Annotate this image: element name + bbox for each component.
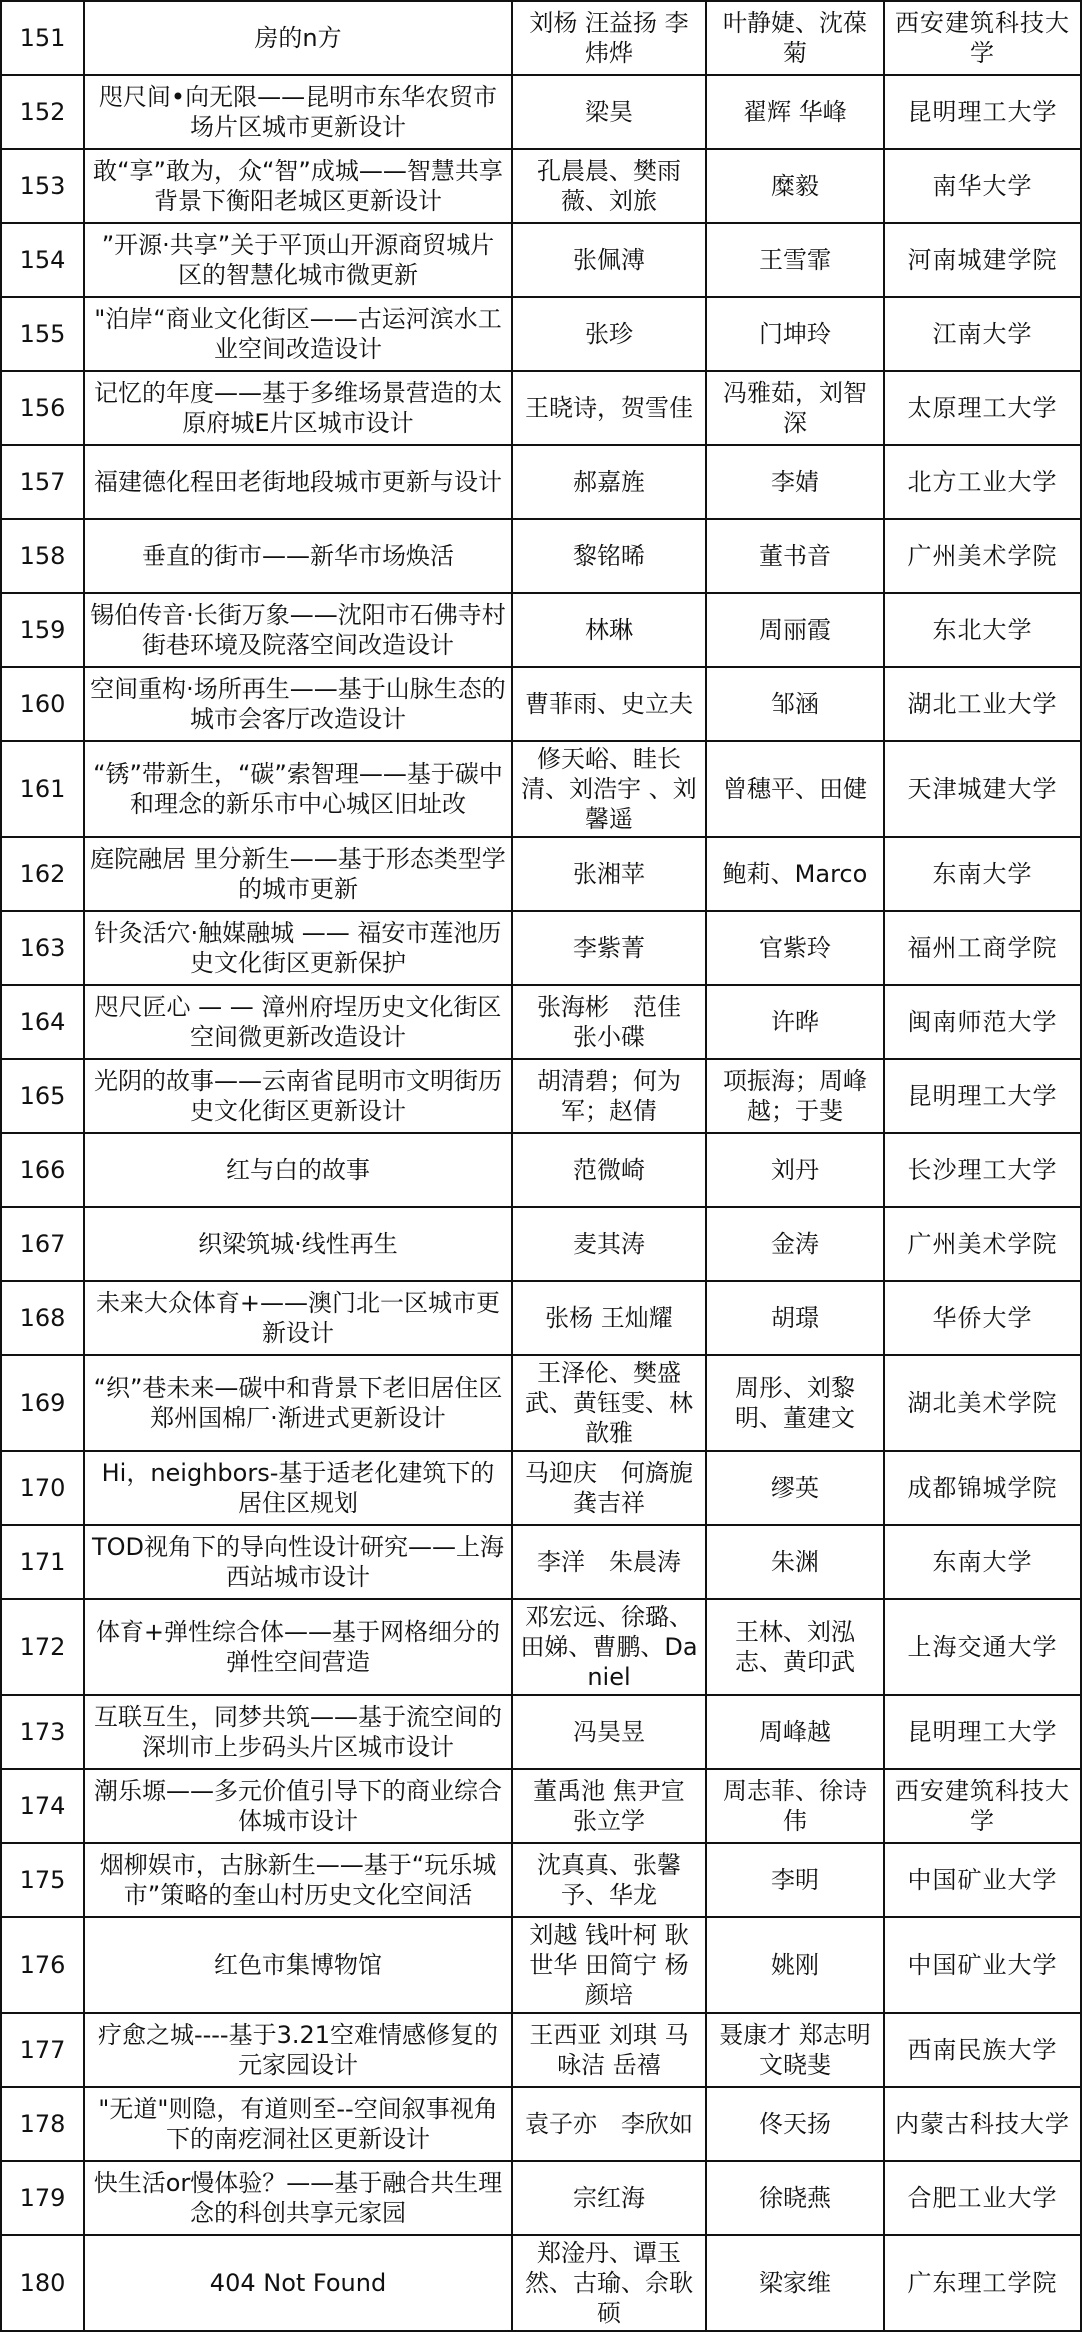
entry-institution: 北方工业大学: [884, 445, 1081, 519]
entry-institution: 南华大学: [884, 149, 1081, 223]
entry-title: 咫尺匠心 — — 漳州府埕历史文化街区空间微更新改造设计: [84, 985, 512, 1059]
entry-institution: 广州美术学院: [884, 1207, 1081, 1281]
entry-number: 178: [1, 2087, 84, 2161]
entry-title: 房的n方: [84, 1, 512, 75]
entry-number: 177: [1, 2013, 84, 2087]
entry-number: 156: [1, 371, 84, 445]
entry-title: 锡伯传音·长街万象——沈阳市石佛寺村街巷环境及院落空间改造设计: [84, 593, 512, 667]
entry-institution: 太原理工大学: [884, 371, 1081, 445]
entry-institution: 中国矿业大学: [884, 1843, 1081, 1917]
table-row: [1, 1207, 1081, 1281]
entry-authors: 孔晨晨、樊雨薇、刘旅: [512, 149, 706, 223]
entry-institution: 东北大学: [884, 593, 1081, 667]
entry-authors: 梁昊: [512, 75, 706, 149]
entry-title: 未来大众体育+——澳门北一区城市更新设计: [84, 1281, 512, 1355]
entry-authors: 董禹池 焦尹宣 张立学: [512, 1769, 706, 1843]
entry-number: 179: [1, 2161, 84, 2235]
table-row: [1, 593, 1081, 667]
entry-number: 171: [1, 1525, 84, 1599]
entry-advisor: 董书音: [706, 519, 884, 593]
entry-number: 176: [1, 1917, 84, 2013]
entry-advisor: 叶静婕、沈葆菊: [706, 1, 884, 75]
entry-number: 175: [1, 1843, 84, 1917]
table-row: [1, 667, 1081, 741]
table-row: [1, 1769, 1081, 1843]
entry-title: "无道"则隐，有道则至--空间叙事视角下的南疙洞社区更新设计: [84, 2087, 512, 2161]
entry-number: 166: [1, 1133, 84, 1207]
table-row: [1, 519, 1081, 593]
entry-institution: 湖北美术学院: [884, 1355, 1081, 1451]
entry-advisor: 胡璟: [706, 1281, 884, 1355]
entry-institution: 闽南师范大学: [884, 985, 1081, 1059]
entry-advisor: 金涛: [706, 1207, 884, 1281]
entry-institution: 西南民族大学: [884, 2013, 1081, 2087]
entry-number: 169: [1, 1355, 84, 1451]
entry-number: 162: [1, 837, 84, 911]
entry-title: 快生活or慢体验？——基于融合共生理念的科创共享元家园: [84, 2161, 512, 2235]
entry-authors: 张湘苹: [512, 837, 706, 911]
entry-institution: 西安建筑科技大学: [884, 1769, 1081, 1843]
entry-number: 152: [1, 75, 84, 149]
entry-institution: 昆明理工大学: [884, 1059, 1081, 1133]
table-row: [1, 1133, 1081, 1207]
entry-authors: 王西亚 刘琪 马咏洁 岳禧: [512, 2013, 706, 2087]
entry-number: 172: [1, 1599, 84, 1695]
entry-advisor: 周丽霞: [706, 593, 884, 667]
entry-institution: 成都锦城学院: [884, 1451, 1081, 1525]
entry-title: 红色市集博物馆: [84, 1917, 512, 2013]
entry-authors: 王泽伦、樊盛武、黄钰雯、林歆雅: [512, 1355, 706, 1451]
table-row: [1, 985, 1081, 1059]
entry-number: 158: [1, 519, 84, 593]
entry-title: 体育+弹性综合体——基于网格细分的弹性空间营造: [84, 1599, 512, 1695]
entry-authors: 郝嘉旌: [512, 445, 706, 519]
entry-authors: 张佩溥: [512, 223, 706, 297]
entry-advisor: 周志菲、徐诗伟: [706, 1769, 884, 1843]
entry-advisor: 门坤玲: [706, 297, 884, 371]
entry-advisor: 周峰越: [706, 1695, 884, 1769]
entry-advisor: 聂康才 郑志明 文晓斐: [706, 2013, 884, 2087]
entry-authors: 刘越 钱叶柯 耿世华 田简宁 杨颜培: [512, 1917, 706, 2013]
entry-title: TOD视角下的导向性设计研究——上海西站城市设计: [84, 1525, 512, 1599]
entry-institution: 广州美术学院: [884, 519, 1081, 593]
entry-title: Hi，neighbors-基于适老化建筑下的居住区规划: [84, 1451, 512, 1525]
table-row: [1, 741, 1081, 837]
table-row: [1, 1695, 1081, 1769]
entry-authors: 李紫菁: [512, 911, 706, 985]
entry-institution: 内蒙古科技大学: [884, 2087, 1081, 2161]
entry-authors: 李洋 朱晨涛: [512, 1525, 706, 1599]
table-row: [1, 1599, 1081, 1695]
entry-number: 180: [1, 2235, 84, 2331]
entry-title: 404 Not Found: [84, 2235, 512, 2331]
entry-advisor: 王林、刘泓志、黄印武: [706, 1599, 884, 1695]
entry-advisor: 糜毅: [706, 149, 884, 223]
entry-number: 173: [1, 1695, 84, 1769]
table-row: [1, 1525, 1081, 1599]
entry-authors: 张珍: [512, 297, 706, 371]
entry-number: 151: [1, 1, 84, 75]
table-row: [1, 1, 1081, 75]
entry-number: 157: [1, 445, 84, 519]
entry-institution: 合肥工业大学: [884, 2161, 1081, 2235]
entry-authors: 马迎庆 何旖旎 龚吉祥: [512, 1451, 706, 1525]
entry-authors: 邓宏远、徐璐、田娣、曹鹏、Daniel: [512, 1599, 706, 1695]
entry-authors: 张杨 王灿耀: [512, 1281, 706, 1355]
entry-institution: 江南大学: [884, 297, 1081, 371]
entry-authors: 宗红海: [512, 2161, 706, 2235]
entry-number: 153: [1, 149, 84, 223]
table-row: [1, 2087, 1081, 2161]
entry-authors: 麦其涛: [512, 1207, 706, 1281]
table-row: [1, 1843, 1081, 1917]
entry-number: 163: [1, 911, 84, 985]
table-row: [1, 445, 1081, 519]
entry-advisor: 周彤、刘黎明、董建文: [706, 1355, 884, 1451]
table-row: [1, 837, 1081, 911]
entry-number: 164: [1, 985, 84, 1059]
table-body: [1, 1, 1081, 2331]
entry-advisor: 姚刚: [706, 1917, 884, 2013]
entry-advisor: 李明: [706, 1843, 884, 1917]
entry-title: 光阴的故事——云南省昆明市文明街历史文化街区更新设计: [84, 1059, 512, 1133]
table-row: [1, 1355, 1081, 1451]
entry-title: 红与白的故事: [84, 1133, 512, 1207]
entry-advisor: 项振海；周峰越；于斐: [706, 1059, 884, 1133]
entry-title: 敢“享”敢为，众“智”成城——智慧共享背景下衡阳老城区更新设计: [84, 149, 512, 223]
entry-authors: 黎铭晞: [512, 519, 706, 593]
entry-authors: 刘杨 汪益扬 李炜烨: [512, 1, 706, 75]
entry-advisor: 冯雅茹，刘智深: [706, 371, 884, 445]
table-row: [1, 297, 1081, 371]
entry-title: 针灸活穴·触媒融城 —— 福安市莲池历史文化街区更新保护: [84, 911, 512, 985]
table-row: [1, 223, 1081, 297]
entry-title: “织”巷未来—碳中和背景下老旧居住区 郑州国棉厂·渐进式更新设计: [84, 1355, 512, 1451]
entry-advisor: 官紫玲: [706, 911, 884, 985]
entry-advisor: 朱渊: [706, 1525, 884, 1599]
entry-title: 咫尺间•向无限——昆明市东华农贸市场片区城市更新设计: [84, 75, 512, 149]
entry-number: 165: [1, 1059, 84, 1133]
entry-number: 168: [1, 1281, 84, 1355]
entry-advisor: 曾穗平、田健: [706, 741, 884, 837]
entry-authors: 范微崎: [512, 1133, 706, 1207]
table-row: [1, 371, 1081, 445]
entry-authors: 修天峪、眭长清、刘浩宇 、刘馨遥: [512, 741, 706, 837]
entry-advisor: 徐晓燕: [706, 2161, 884, 2235]
entry-title: “锈”带新生，“碳”索智理——基于碳中和理念的新乐市中心城区旧址改: [84, 741, 512, 837]
entry-number: 154: [1, 223, 84, 297]
entry-number: 161: [1, 741, 84, 837]
table-row: [1, 1451, 1081, 1525]
entry-institution: 西安建筑科技大学: [884, 1, 1081, 75]
entry-advisor: 梁家维: [706, 2235, 884, 2331]
entry-authors: 张海彬 范佳 张小碟: [512, 985, 706, 1059]
entry-institution: 昆明理工大学: [884, 1695, 1081, 1769]
entry-number: 159: [1, 593, 84, 667]
entry-title: 记忆的年度——基于多维场景营造的太原府城E片区城市设计: [84, 371, 512, 445]
entry-title: "泊岸“商业文化街区——古运河滨水工业空间改造设计: [84, 297, 512, 371]
entry-authors: 袁子亦 李欣如: [512, 2087, 706, 2161]
entry-advisor: 许晔: [706, 985, 884, 1059]
entry-title: 庭院融居 里分新生——基于形态类型学的城市更新: [84, 837, 512, 911]
entry-institution: 福州工商学院: [884, 911, 1081, 985]
entry-number: 160: [1, 667, 84, 741]
table-row: [1, 1059, 1081, 1133]
entry-institution: 上海交通大学: [884, 1599, 1081, 1695]
entry-advisor: 刘丹: [706, 1133, 884, 1207]
entry-authors: 郑淦丹、谭玉然、古瑜、佘耿硕: [512, 2235, 706, 2331]
entry-number: 167: [1, 1207, 84, 1281]
entry-title: 空间重构·场所再生——基于山脉生态的城市会客厅改造设计: [84, 667, 512, 741]
entry-authors: 王晓诗，贺雪佳: [512, 371, 706, 445]
entry-title: 垂直的街市——新华市场焕活: [84, 519, 512, 593]
entry-institution: 广东理工学院: [884, 2235, 1081, 2331]
entry-number: 170: [1, 1451, 84, 1525]
entry-title: 疗愈之城----基于3.21空难情感修复的元家园设计: [84, 2013, 512, 2087]
entry-advisor: 李婧: [706, 445, 884, 519]
entry-institution: 昆明理工大学: [884, 75, 1081, 149]
entry-title: 互联互生，同梦共筑——基于流空间的深圳市上步码头片区城市设计: [84, 1695, 512, 1769]
entry-authors: 曹菲雨、史立夫: [512, 667, 706, 741]
entry-advisor: 翟辉 华峰: [706, 75, 884, 149]
entry-authors: 冯昊昱: [512, 1695, 706, 1769]
table-row: [1, 75, 1081, 149]
table-row: [1, 2013, 1081, 2087]
entry-institution: 长沙理工大学: [884, 1133, 1081, 1207]
entry-title: 织梁筑城·线性再生: [84, 1207, 512, 1281]
entry-title: 福建德化程田老街地段城市更新与设计: [84, 445, 512, 519]
entry-advisor: 缪英: [706, 1451, 884, 1525]
entry-advisor: 佟天扬: [706, 2087, 884, 2161]
entry-advisor: 邹涵: [706, 667, 884, 741]
entry-institution: 东南大学: [884, 837, 1081, 911]
table-row: [1, 911, 1081, 985]
entry-institution: 东南大学: [884, 1525, 1081, 1599]
entry-authors: 林琳: [512, 593, 706, 667]
entry-institution: 湖北工业大学: [884, 667, 1081, 741]
table-row: [1, 1281, 1081, 1355]
entry-authors: 沈真真、张馨予、华龙: [512, 1843, 706, 1917]
table-row: [1, 1917, 1081, 2013]
entry-title: ”开源·共享”关于平顶山开源商贸城片区的智慧化城市微更新: [84, 223, 512, 297]
entry-advisor: 王雪霏: [706, 223, 884, 297]
table-row: [1, 149, 1081, 223]
entry-advisor: 鲍莉、Marco: [706, 837, 884, 911]
entry-institution: 河南城建学院: [884, 223, 1081, 297]
entry-institution: 中国矿业大学: [884, 1917, 1081, 2013]
table-row: [1, 2161, 1081, 2235]
entry-institution: 华侨大学: [884, 1281, 1081, 1355]
entry-authors: 胡清碧；何为军；赵倩: [512, 1059, 706, 1133]
entry-number: 155: [1, 297, 84, 371]
entry-title: 潮乐塬——多元价值引导下的商业综合体城市设计: [84, 1769, 512, 1843]
table-row: [1, 2235, 1081, 2331]
entry-number: 174: [1, 1769, 84, 1843]
entry-title: 烟柳娱市，古脉新生——基于“玩乐城市”策略的奎山村历史文化空间活: [84, 1843, 512, 1917]
entry-institution: 天津城建大学: [884, 741, 1081, 837]
